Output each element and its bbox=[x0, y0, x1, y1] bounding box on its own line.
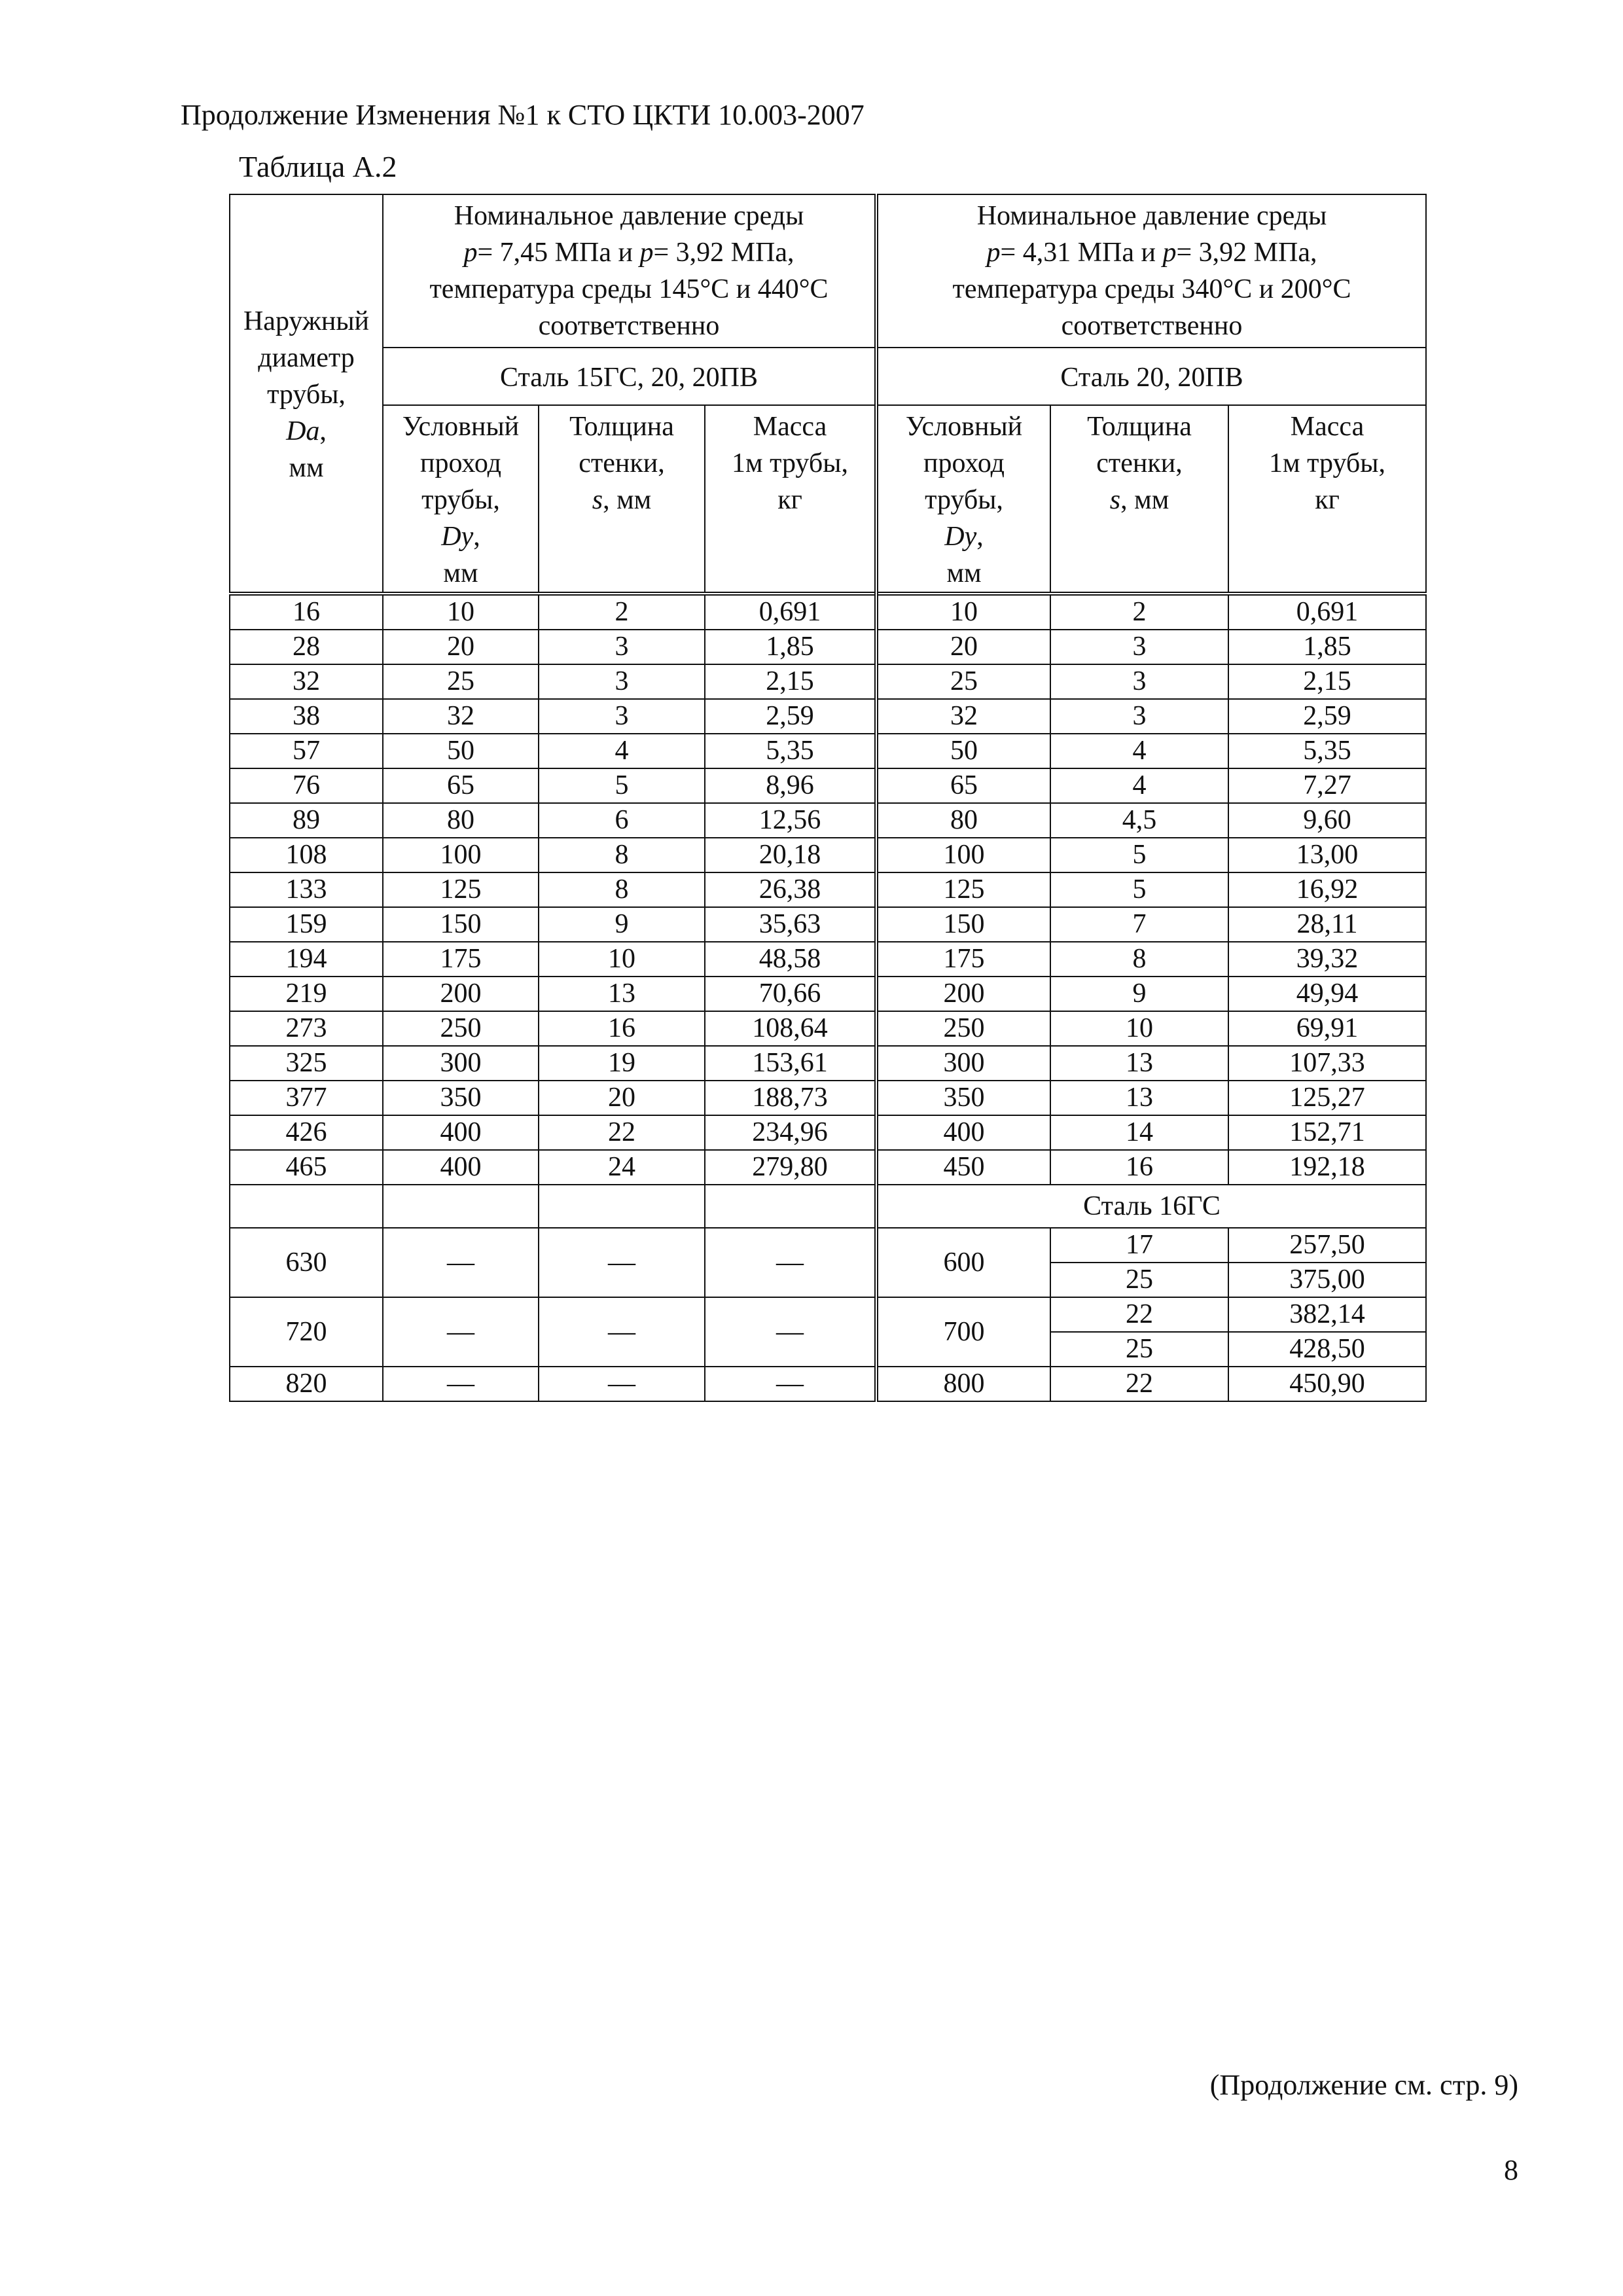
da-cell: 57 bbox=[230, 734, 383, 768]
right-dy-header: Условный проход трубы, Dy, мм bbox=[876, 405, 1050, 594]
da-cell: 219 bbox=[230, 977, 383, 1011]
left-wall-header: Толщина стенки, s, мм bbox=[539, 405, 705, 594]
table-row-630a bbox=[230, 1228, 1426, 1263]
wall-cell: 25 bbox=[1050, 1332, 1228, 1367]
mass-cell: 257,50 bbox=[1228, 1228, 1426, 1263]
right-mass-cell: 152,71 bbox=[1228, 1115, 1426, 1150]
mass-cell: 428,50 bbox=[1228, 1332, 1426, 1367]
right-mass-cell: 5,35 bbox=[1228, 734, 1426, 768]
left-dy-cell: 65 bbox=[383, 768, 539, 803]
table-row-steel-16gs bbox=[230, 1185, 1426, 1228]
table-row bbox=[230, 594, 1426, 630]
left-dy-cell: 250 bbox=[383, 1011, 539, 1046]
right-mass-cell: 28,11 bbox=[1228, 907, 1426, 942]
left-mass-cell: 70,66 bbox=[705, 977, 876, 1011]
da-cell: 16 bbox=[230, 594, 383, 630]
left-dy-cell: 25 bbox=[383, 664, 539, 699]
outer-diameter-line1: Наружный bbox=[243, 306, 370, 336]
left-wall-cell: 2 bbox=[539, 594, 705, 630]
left-wall-cell: 5 bbox=[539, 768, 705, 803]
right-dy-cell: 300 bbox=[876, 1046, 1050, 1081]
right-dy-cell: 80 bbox=[876, 803, 1050, 838]
left-dy-cell: 300 bbox=[383, 1046, 539, 1081]
left-mass-cell: 279,80 bbox=[705, 1150, 876, 1185]
right-dy-cell: 32 bbox=[876, 699, 1050, 734]
da-cell: 426 bbox=[230, 1115, 383, 1150]
table-row bbox=[230, 1046, 1426, 1081]
left-dy-cell: 400 bbox=[383, 1150, 539, 1185]
left-dy-cell: 150 bbox=[383, 907, 539, 942]
dash-cell: — bbox=[705, 1367, 876, 1401]
right-mass-cell: 107,33 bbox=[1228, 1046, 1426, 1081]
right-wall-cell: 16 bbox=[1050, 1150, 1228, 1185]
right-mass-cell: 192,18 bbox=[1228, 1150, 1426, 1185]
left-mass-cell: 188,73 bbox=[705, 1081, 876, 1115]
right-wall-cell: 8 bbox=[1050, 942, 1228, 977]
right-wall-cell: 4 bbox=[1050, 734, 1228, 768]
left-dy-cell: 350 bbox=[383, 1081, 539, 1115]
table-caption: Таблица А.2 bbox=[239, 150, 397, 183]
left-temperature-line: температура среды 145°С и 440°С bbox=[429, 274, 829, 304]
left-dy-cell: 200 bbox=[383, 977, 539, 1011]
left-mass-cell: 2,59 bbox=[705, 699, 876, 734]
empty-cell bbox=[705, 1185, 876, 1228]
table-row bbox=[230, 1081, 1426, 1115]
outer-diameter-unit: мм bbox=[289, 453, 324, 483]
left-wall-cell: 4 bbox=[539, 734, 705, 768]
right-dy-cell: 400 bbox=[876, 1115, 1050, 1150]
left-wall-cell: 24 bbox=[539, 1150, 705, 1185]
wall-cell: 22 bbox=[1050, 1367, 1228, 1401]
dash-cell: — bbox=[383, 1297, 539, 1367]
pipe-dimensions-table bbox=[229, 194, 1427, 1402]
left-wall-cell: 9 bbox=[539, 907, 705, 942]
right-pressure-header bbox=[876, 194, 1426, 348]
right-wall-cell: 13 bbox=[1050, 1046, 1228, 1081]
left-dy-cell: 10 bbox=[383, 594, 539, 630]
dash-cell: — bbox=[539, 1297, 705, 1367]
left-wall-cell: 6 bbox=[539, 803, 705, 838]
right-wall-cell: 14 bbox=[1050, 1115, 1228, 1150]
right-dy-cell: 65 bbox=[876, 768, 1050, 803]
dash-cell: — bbox=[705, 1228, 876, 1297]
left-wall-cell: 16 bbox=[539, 1011, 705, 1046]
right-mass-cell: 0,691 bbox=[1228, 594, 1426, 630]
right-dy-cell: 175 bbox=[876, 942, 1050, 977]
right-mass-header: Масса 1м трубы, кг bbox=[1228, 405, 1426, 594]
dy-cell: 600 bbox=[876, 1228, 1050, 1297]
right-wall-cell: 5 bbox=[1050, 872, 1228, 907]
da-cell: 820 bbox=[230, 1367, 383, 1401]
left-mass-cell: 12,56 bbox=[705, 803, 876, 838]
left-wall-cell: 8 bbox=[539, 838, 705, 872]
left-wall-cell: 10 bbox=[539, 942, 705, 977]
wall-cell: 25 bbox=[1050, 1263, 1228, 1297]
da-cell: 76 bbox=[230, 768, 383, 803]
right-mass-cell: 13,00 bbox=[1228, 838, 1426, 872]
right-dy-cell: 350 bbox=[876, 1081, 1050, 1115]
table-row bbox=[230, 1011, 1426, 1046]
table-row bbox=[230, 872, 1426, 907]
wall-cell: 17 bbox=[1050, 1228, 1228, 1263]
empty-cell bbox=[539, 1185, 705, 1228]
table-row bbox=[230, 977, 1426, 1011]
right-mass-cell: 2,59 bbox=[1228, 699, 1426, 734]
table-row-720a bbox=[230, 1297, 1426, 1332]
table-row bbox=[230, 1115, 1426, 1150]
right-wall-cell: 7 bbox=[1050, 907, 1228, 942]
left-mass-cell: 1,85 bbox=[705, 630, 876, 664]
right-mass-cell: 39,32 bbox=[1228, 942, 1426, 977]
left-mass-cell: 108,64 bbox=[705, 1011, 876, 1046]
left-wall-cell: 3 bbox=[539, 664, 705, 699]
right-dy-cell: 450 bbox=[876, 1150, 1050, 1185]
da-cell: 28 bbox=[230, 630, 383, 664]
left-dy-header: Условный проход трубы, Dy, мм bbox=[383, 405, 539, 594]
right-dy-cell: 25 bbox=[876, 664, 1050, 699]
da-cell: 720 bbox=[230, 1297, 383, 1367]
left-dy-cell: 400 bbox=[383, 1115, 539, 1150]
outer-diameter-line3: трубы, bbox=[267, 380, 346, 410]
left-mass-cell: 48,58 bbox=[705, 942, 876, 977]
right-dy-cell: 50 bbox=[876, 734, 1050, 768]
table-row bbox=[230, 630, 1426, 664]
left-mass-header: Масса 1м трубы, кг bbox=[705, 405, 876, 594]
left-dy-cell: 175 bbox=[383, 942, 539, 977]
right-mass-cell: 7,27 bbox=[1228, 768, 1426, 803]
left-mass-cell: 35,63 bbox=[705, 907, 876, 942]
right-wall-cell: 3 bbox=[1050, 630, 1228, 664]
left-pressure-header bbox=[383, 194, 876, 348]
left-wall-cell: 13 bbox=[539, 977, 705, 1011]
da-cell: 32 bbox=[230, 664, 383, 699]
document-header: Продолжение Изменения №1 к СТО ЦКТИ 10.003-2007 bbox=[181, 99, 865, 131]
right-wall-cell: 9 bbox=[1050, 977, 1228, 1011]
table-row bbox=[230, 838, 1426, 872]
left-mass-cell: 20,18 bbox=[705, 838, 876, 872]
table-row bbox=[230, 734, 1426, 768]
right-mass-cell: 16,92 bbox=[1228, 872, 1426, 907]
left-mass-cell: 8,96 bbox=[705, 768, 876, 803]
right-mass-cell: 69,91 bbox=[1228, 1011, 1426, 1046]
left-dy-cell: 20 bbox=[383, 630, 539, 664]
right-mass-cell: 1,85 bbox=[1228, 630, 1426, 664]
outer-diameter-header: Наружный диаметр трубы, Da, мм bbox=[230, 194, 383, 594]
table-row-820 bbox=[230, 1367, 1426, 1401]
outer-diameter-line2: диаметр bbox=[258, 343, 355, 373]
da-cell: 194 bbox=[230, 942, 383, 977]
right-dy-cell: 10 bbox=[876, 594, 1050, 630]
table-row bbox=[230, 1150, 1426, 1185]
da-cell: 38 bbox=[230, 699, 383, 734]
dash-cell: — bbox=[383, 1367, 539, 1401]
da-cell: 273 bbox=[230, 1011, 383, 1046]
right-dy-cell: 100 bbox=[876, 838, 1050, 872]
right-pressure-values: p= 4,31 МПа и p= 3,92 МПа, bbox=[986, 238, 1317, 268]
left-wall-cell: 22 bbox=[539, 1115, 705, 1150]
right-dy-cell: 150 bbox=[876, 907, 1050, 942]
left-pressure-line1: Номинальное давление среды bbox=[454, 201, 804, 231]
left-dy-cell: 125 bbox=[383, 872, 539, 907]
empty-cell bbox=[383, 1185, 539, 1228]
dash-cell: — bbox=[539, 1367, 705, 1401]
mass-cell: 375,00 bbox=[1228, 1263, 1426, 1297]
table-body bbox=[230, 594, 1426, 1401]
da-cell: 108 bbox=[230, 838, 383, 872]
mass-cell: 450,90 bbox=[1228, 1367, 1426, 1401]
right-respectively-line: соответственно bbox=[1061, 311, 1243, 341]
left-dy-cell: 32 bbox=[383, 699, 539, 734]
continuation-note: (Продолжение см. стр. 9) bbox=[1209, 2069, 1518, 2101]
left-wall-cell: 3 bbox=[539, 630, 705, 664]
wall-cell: 22 bbox=[1050, 1297, 1228, 1332]
da-cell: 377 bbox=[230, 1081, 383, 1115]
left-mass-cell: 0,691 bbox=[705, 594, 876, 630]
da-cell: 133 bbox=[230, 872, 383, 907]
table-row bbox=[230, 768, 1426, 803]
right-wall-cell: 2 bbox=[1050, 594, 1228, 630]
left-mass-cell: 2,15 bbox=[705, 664, 876, 699]
dash-cell: — bbox=[539, 1228, 705, 1297]
left-dy-cell: 50 bbox=[383, 734, 539, 768]
da-cell: 630 bbox=[230, 1228, 383, 1297]
left-dy-cell: 80 bbox=[383, 803, 539, 838]
right-dy-cell: 200 bbox=[876, 977, 1050, 1011]
da-cell: 159 bbox=[230, 907, 383, 942]
dy-cell: 800 bbox=[876, 1367, 1050, 1401]
right-wall-cell: 5 bbox=[1050, 838, 1228, 872]
left-pressure-values: p= 7,45 МПа и p= 3,92 МПа, bbox=[463, 238, 794, 268]
mass-cell: 382,14 bbox=[1228, 1297, 1426, 1332]
da-cell: 325 bbox=[230, 1046, 383, 1081]
right-wall-cell: 3 bbox=[1050, 699, 1228, 734]
page-number: 8 bbox=[1504, 2154, 1518, 2186]
right-mass-cell: 2,15 bbox=[1228, 664, 1426, 699]
left-mass-cell: 234,96 bbox=[705, 1115, 876, 1150]
left-wall-cell: 8 bbox=[539, 872, 705, 907]
left-steel-grade: Сталь 15ГС, 20, 20ПВ bbox=[383, 348, 876, 405]
left-respectively-line: соответственно bbox=[538, 311, 720, 341]
right-mass-cell: 49,94 bbox=[1228, 977, 1426, 1011]
right-wall-cell: 4,5 bbox=[1050, 803, 1228, 838]
right-mass-cell: 9,60 bbox=[1228, 803, 1426, 838]
right-mass-cell: 125,27 bbox=[1228, 1081, 1426, 1115]
da-cell: 465 bbox=[230, 1150, 383, 1185]
table-row bbox=[230, 699, 1426, 734]
dash-cell: — bbox=[383, 1228, 539, 1297]
left-mass-cell: 26,38 bbox=[705, 872, 876, 907]
table-row bbox=[230, 803, 1426, 838]
table-row bbox=[230, 664, 1426, 699]
right-wall-cell: 10 bbox=[1050, 1011, 1228, 1046]
left-wall-cell: 3 bbox=[539, 699, 705, 734]
left-dy-cell: 100 bbox=[383, 838, 539, 872]
steel-16gs-label: Сталь 16ГС bbox=[876, 1185, 1426, 1228]
empty-cell bbox=[230, 1185, 383, 1228]
outer-diameter-symbol: Da bbox=[286, 416, 320, 446]
right-dy-cell: 250 bbox=[876, 1011, 1050, 1046]
dy-cell: 700 bbox=[876, 1297, 1050, 1367]
right-wall-header: Толщина стенки, s, мм bbox=[1050, 405, 1228, 594]
right-pressure-line1: Номинальное давление среды bbox=[976, 201, 1327, 231]
right-dy-cell: 125 bbox=[876, 872, 1050, 907]
right-steel-grade: Сталь 20, 20ПВ bbox=[876, 348, 1426, 405]
right-wall-cell: 13 bbox=[1050, 1081, 1228, 1115]
da-cell: 89 bbox=[230, 803, 383, 838]
left-mass-cell: 153,61 bbox=[705, 1046, 876, 1081]
dash-cell: — bbox=[705, 1297, 876, 1367]
right-wall-cell: 3 bbox=[1050, 664, 1228, 699]
right-wall-cell: 4 bbox=[1050, 768, 1228, 803]
left-wall-cell: 19 bbox=[539, 1046, 705, 1081]
right-temperature-line: температура среды 340°С и 200°С bbox=[952, 274, 1351, 304]
left-mass-cell: 5,35 bbox=[705, 734, 876, 768]
table-row bbox=[230, 942, 1426, 977]
left-wall-cell: 20 bbox=[539, 1081, 705, 1115]
table-row bbox=[230, 907, 1426, 942]
pipe-table-container bbox=[229, 194, 1425, 1402]
right-dy-cell: 20 bbox=[876, 630, 1050, 664]
